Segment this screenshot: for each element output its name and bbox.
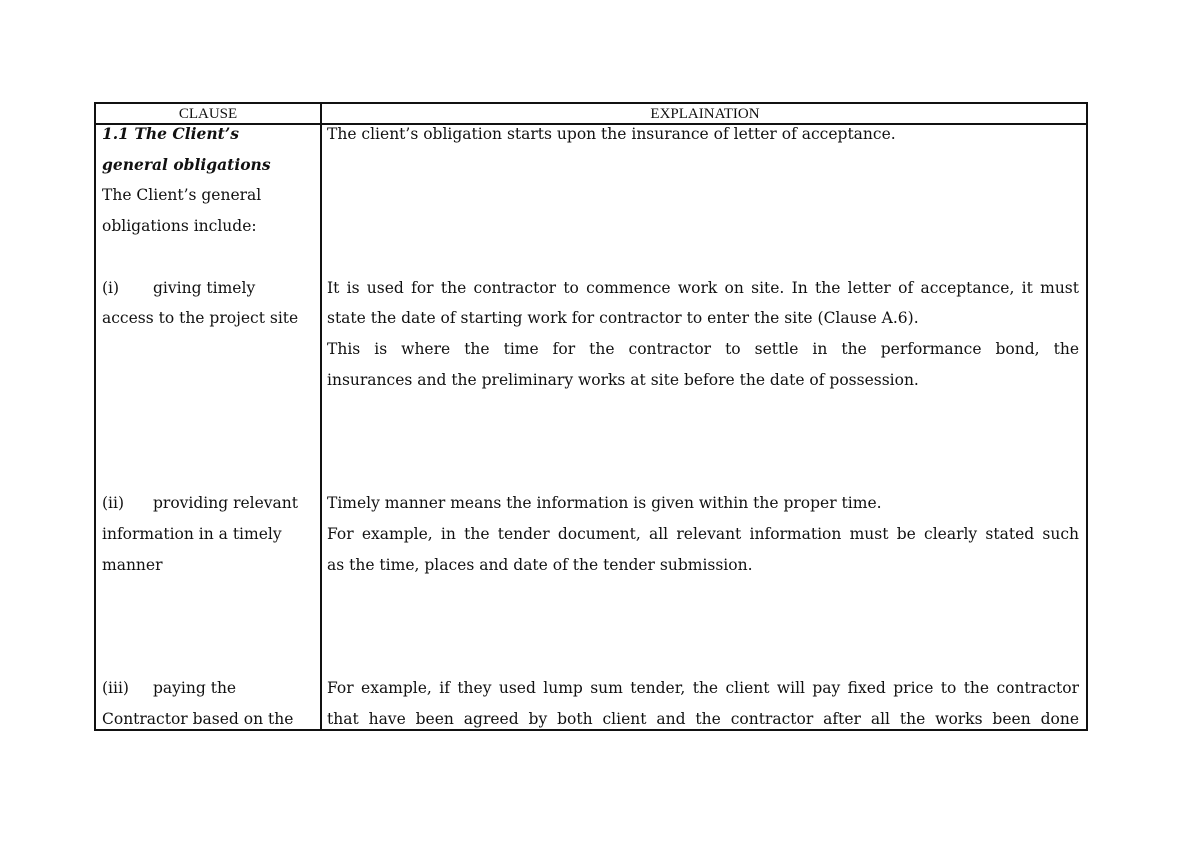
item-i-clause-text: giving timely bbox=[153, 279, 256, 297]
section-explanation: The client’s obligation starts upon the insurance of letter of acceptance. bbox=[327, 125, 896, 143]
item-i-explanation-line1: It is used for the contractor to commence work on site. In the letter of acceptance, it must bbox=[327, 279, 1079, 297]
item-iii-explanation-line1: For example, if they used lump sum tender, the client will pay fixed price to the contractor bbox=[327, 679, 1079, 697]
item-ii-clause-line3: manner bbox=[102, 556, 163, 574]
item-iii-clause-line2: Contractor based on the bbox=[102, 710, 294, 728]
item-i-number: (i) bbox=[102, 279, 120, 297]
column-divider bbox=[320, 104, 322, 729]
item-ii-clause-text: providing relevant bbox=[153, 494, 299, 512]
explanation-column-header: EXPLAINATION bbox=[650, 106, 760, 122]
clause-column-header: CLAUSE bbox=[178, 106, 238, 122]
item-ii-explanation-line1: Timely manner means the information is given within the proper time. bbox=[327, 494, 882, 512]
item-i-explanation-line2: state the date of starting work for contractor to enter the site (Clause A.6). bbox=[327, 309, 919, 327]
item-ii-clause-line1 bbox=[102, 488, 298, 519]
item-ii-clause-line2: information in a timely bbox=[102, 525, 282, 543]
section-title-line1: 1.1 The Client’s bbox=[102, 124, 239, 143]
section-intro-line2: obligations include: bbox=[102, 217, 257, 235]
item-iii-clause-line1 bbox=[102, 673, 236, 704]
item-iii-clause-text: paying the bbox=[153, 679, 237, 697]
item-ii-explanation-line2: For example, in the tender document, all relevant information must be clearly stated such bbox=[327, 525, 1079, 543]
item-iii-number: (iii) bbox=[102, 679, 129, 697]
item-ii-number: (ii) bbox=[102, 494, 125, 512]
item-i-clause-line2: access to the project site bbox=[102, 309, 299, 327]
item-i-explanation-line4: insurances and the preliminary works at site before the date of possession. bbox=[327, 371, 919, 389]
section-intro-line1: The Client’s general bbox=[102, 186, 262, 204]
item-iii-explanation-line2: that have been agreed by both client and the contractor after all the works been done bbox=[327, 710, 1079, 728]
item-i-explanation-line3: This is where the time for the contractor to settle in the performance bond, the bbox=[327, 340, 1079, 358]
item-ii-explanation-line3: as the time, places and date of the tender submission. bbox=[327, 556, 753, 574]
item-i-clause-line1 bbox=[102, 273, 255, 304]
section-title-line2: general obligations bbox=[102, 155, 271, 174]
